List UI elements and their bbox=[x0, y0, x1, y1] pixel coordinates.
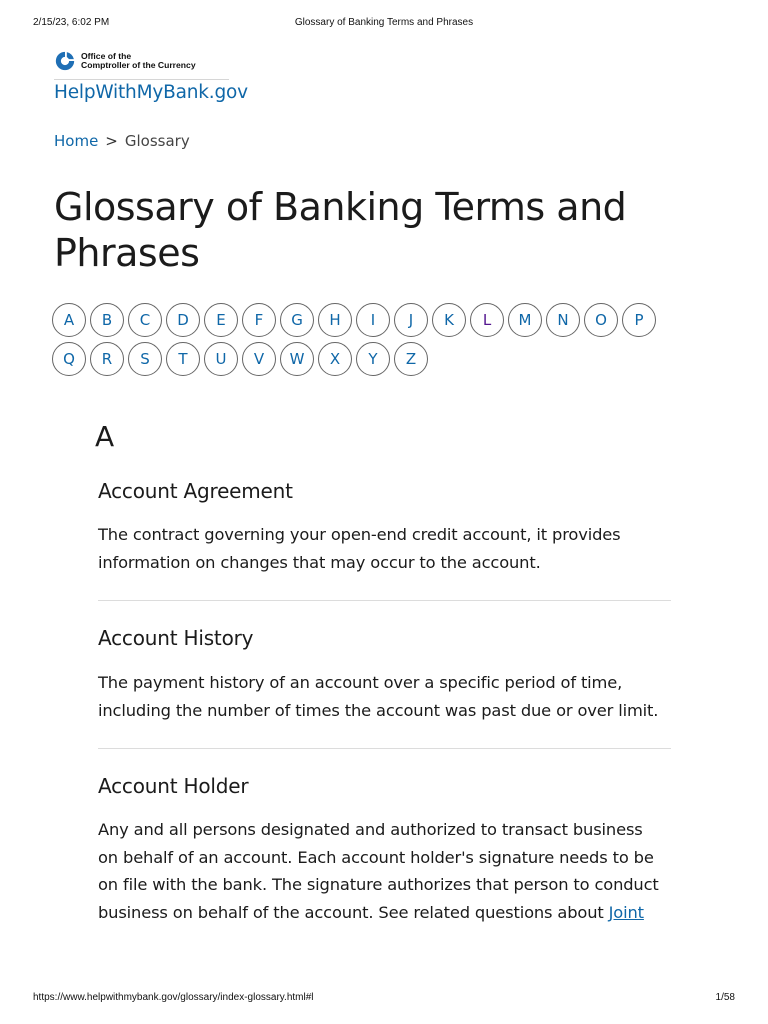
letter-t-link[interactable]: T bbox=[166, 342, 200, 376]
print-header bbox=[33, 17, 735, 31]
letter-l-link[interactable]: L bbox=[470, 303, 504, 337]
definition-line: The payment history of an account over a specific period of time, bbox=[98, 673, 623, 692]
alphabet-row-2 bbox=[52, 342, 692, 378]
letter-y-link[interactable]: Y bbox=[356, 342, 390, 376]
letter-x-link[interactable]: X bbox=[318, 342, 352, 376]
page-title bbox=[54, 184, 694, 276]
occ-logo[interactable] bbox=[54, 50, 196, 72]
joint-accounts-link[interactable]: Joint bbox=[608, 902, 644, 922]
term-definition bbox=[98, 669, 673, 724]
page-title-line1: Glossary of Banking Terms and bbox=[54, 185, 627, 229]
print-page-number: 1/58 bbox=[715, 992, 735, 1003]
print-date: 2/15/23, 6:02 PM bbox=[33, 17, 110, 28]
breadcrumb-current: Glossary bbox=[124, 132, 190, 150]
letter-a-link[interactable]: A bbox=[52, 303, 86, 337]
term-divider bbox=[98, 600, 671, 601]
site-name-link[interactable]: HelpWithMyBank.gov bbox=[54, 82, 248, 103]
section-heading-letter: A bbox=[95, 420, 115, 453]
term-title: Account History bbox=[98, 626, 254, 650]
definition-line: business on behalf of the account. See related questions about bbox=[98, 902, 609, 922]
letter-w-link[interactable]: W bbox=[280, 342, 314, 376]
letter-g-link[interactable]: G bbox=[280, 303, 314, 337]
definition-line: The contract governing your open-end credit account, it provides bbox=[98, 525, 621, 544]
print-document-title: Glossary of Banking Terms and Phrases bbox=[294, 17, 474, 28]
definition-line: Any and all persons designated and authorized to transact business bbox=[98, 820, 643, 839]
letter-f-link[interactable]: F bbox=[242, 303, 276, 337]
letter-n-link[interactable]: N bbox=[546, 303, 580, 337]
alphabet-navigation bbox=[52, 303, 692, 381]
letter-q-link[interactable]: Q bbox=[52, 342, 86, 376]
letter-u-link[interactable]: U bbox=[204, 342, 238, 376]
letter-c-link[interactable]: C bbox=[128, 303, 162, 337]
page-title-line2: Phrases bbox=[54, 231, 200, 275]
definition-line: information on changes that may occur to the account. bbox=[98, 552, 541, 572]
letter-s-link[interactable]: S bbox=[128, 342, 162, 376]
letter-v-link[interactable]: V bbox=[242, 342, 276, 376]
letter-m-link[interactable]: M bbox=[508, 303, 542, 337]
letter-o-link[interactable]: O bbox=[584, 303, 618, 337]
letter-h-link[interactable]: H bbox=[318, 303, 352, 337]
breadcrumb-home-link[interactable]: Home bbox=[54, 132, 99, 150]
definition-line: on behalf of an account. Each account holder's signature needs to be bbox=[98, 847, 654, 867]
logo-text bbox=[81, 52, 196, 71]
letter-p-link[interactable]: P bbox=[622, 303, 656, 337]
term-divider bbox=[98, 748, 671, 749]
letter-i-link[interactable]: I bbox=[356, 303, 390, 337]
breadcrumb-separator: > bbox=[105, 132, 118, 150]
letter-e-link[interactable]: E bbox=[204, 303, 238, 337]
letter-d-link[interactable]: D bbox=[166, 303, 200, 337]
logo-text-line1: Office of the bbox=[81, 50, 132, 61]
breadcrumb bbox=[54, 132, 190, 150]
term-definition bbox=[98, 521, 673, 576]
logo-divider bbox=[54, 79, 229, 80]
definition-line: including the number of times the account was past due or over limit. bbox=[98, 700, 659, 720]
logo-text-line2: Comptroller of the Currency bbox=[81, 60, 196, 70]
term-definition bbox=[98, 816, 673, 926]
letter-j-link[interactable]: J bbox=[394, 303, 428, 337]
letter-b-link[interactable]: B bbox=[90, 303, 124, 337]
letter-r-link[interactable]: R bbox=[90, 342, 124, 376]
letter-z-link[interactable]: Z bbox=[394, 342, 428, 376]
definition-line: on file with the bank. The signature authorizes that person to conduct bbox=[98, 875, 659, 894]
occ-logo-icon bbox=[54, 50, 76, 72]
print-footer bbox=[33, 992, 735, 1006]
alphabet-row-1 bbox=[52, 303, 692, 339]
term-title: Account Holder bbox=[98, 774, 249, 798]
term-title: Account Agreement bbox=[98, 479, 293, 503]
letter-k-link[interactable]: K bbox=[432, 303, 466, 337]
print-url: https://www.helpwithmybank.gov/glossary/index-glossary.html#l bbox=[33, 992, 314, 1003]
